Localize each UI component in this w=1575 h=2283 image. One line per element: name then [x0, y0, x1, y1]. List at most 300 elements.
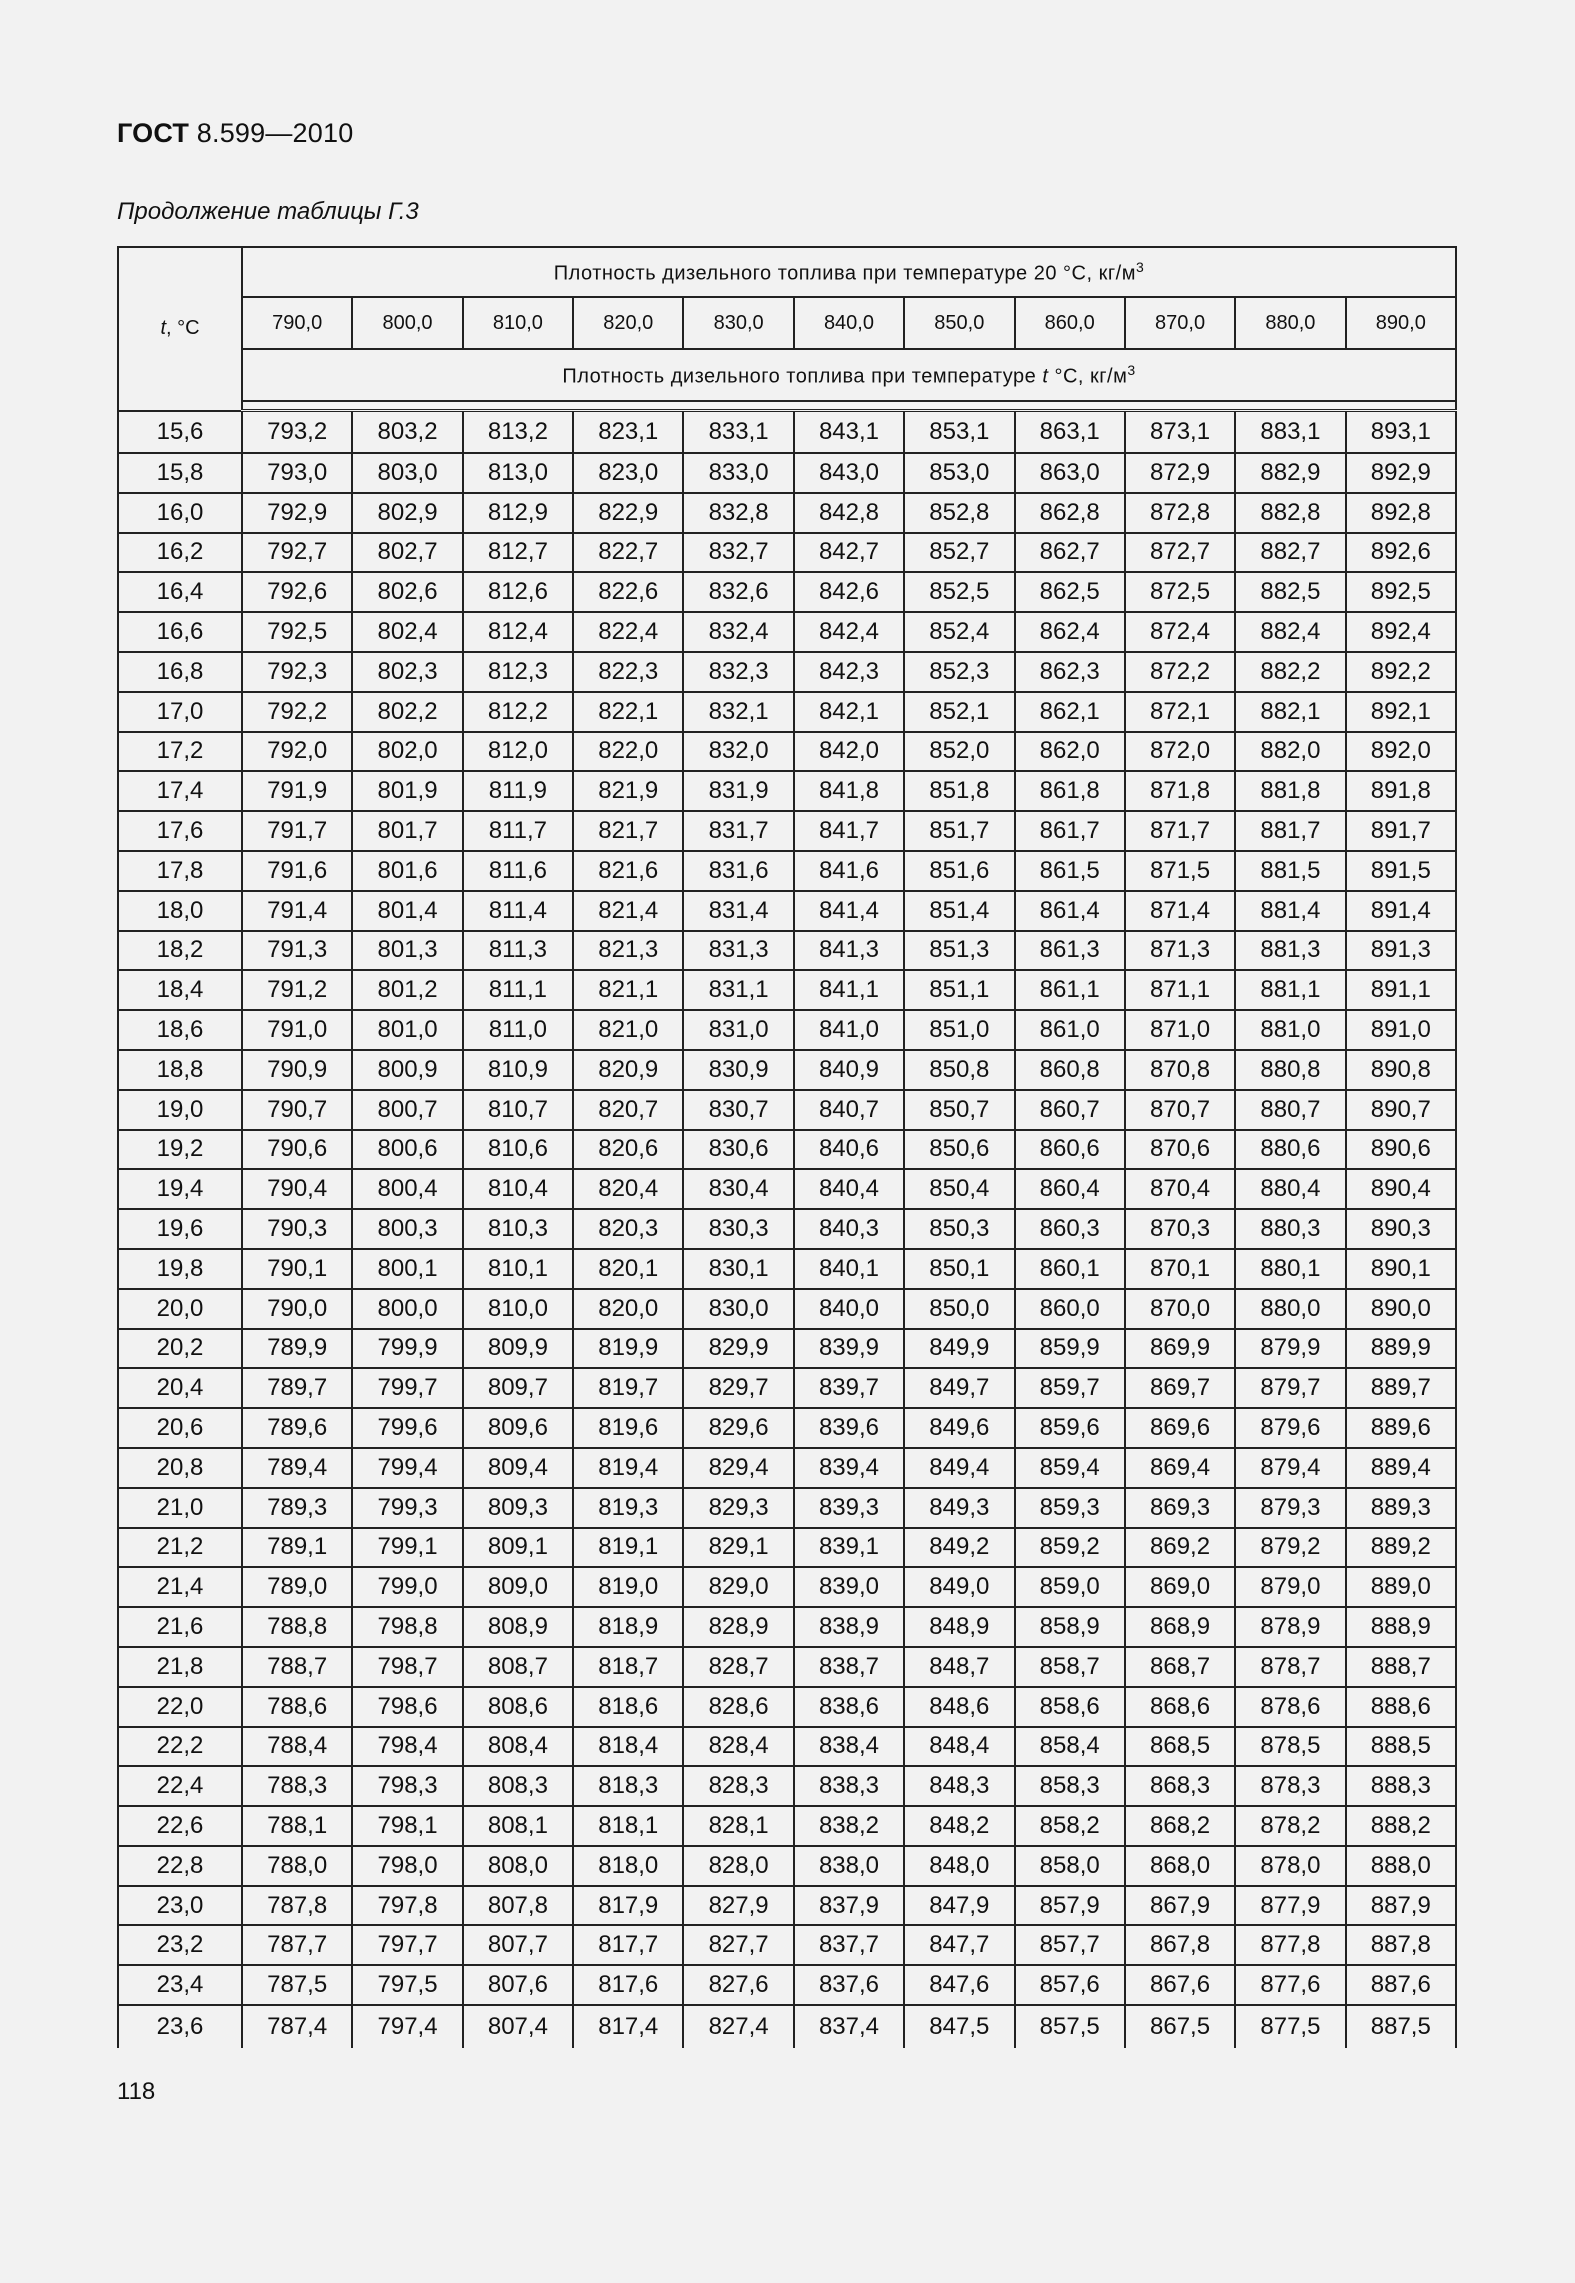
density-cell: 870,0 [1125, 1289, 1235, 1329]
table-row [118, 1050, 1456, 1090]
density-cell: 851,1 [904, 970, 1014, 1010]
standard-number: 8.599—2010 [196, 118, 354, 148]
density-cell: 812,9 [463, 493, 573, 533]
temperature-cell: 22,8 [118, 1846, 242, 1886]
density-cell: 790,3 [242, 1209, 352, 1249]
density-cell: 787,5 [242, 1965, 352, 2005]
density-cell: 789,7 [242, 1368, 352, 1408]
density-cell: 892,8 [1346, 493, 1456, 533]
density-cell: 799,0 [352, 1567, 462, 1607]
density-cell: 822,4 [573, 612, 683, 652]
density-cell: 830,4 [683, 1169, 793, 1209]
density-cell: 871,3 [1125, 931, 1235, 971]
density-cell: 879,7 [1235, 1368, 1345, 1408]
density-cell: 860,3 [1015, 1209, 1125, 1249]
document-header [117, 118, 353, 149]
density-cell: 792,6 [242, 572, 352, 612]
density-cell: 859,7 [1015, 1368, 1125, 1408]
density-cell: 793,0 [242, 453, 352, 493]
density-cell: 817,9 [573, 1886, 683, 1926]
density-cell: 819,1 [573, 1528, 683, 1568]
temperature-cell: 20,0 [118, 1289, 242, 1329]
density-cell: 868,0 [1125, 1846, 1235, 1886]
density-cell: 802,2 [352, 692, 462, 732]
density-cell: 882,0 [1235, 732, 1345, 772]
density-cell: 798,7 [352, 1647, 462, 1687]
density-cell: 882,2 [1235, 652, 1345, 692]
temperature-cell: 23,4 [118, 1965, 242, 2005]
density-cell: 820,1 [573, 1249, 683, 1289]
density-cell: 819,9 [573, 1329, 683, 1369]
density-cell: 830,9 [683, 1050, 793, 1090]
density-cell: 818,1 [573, 1806, 683, 1846]
temperature-cell: 18,0 [118, 891, 242, 931]
temperature-cell: 21,2 [118, 1528, 242, 1568]
density-cell: 890,6 [1346, 1130, 1456, 1170]
density-cell: 887,9 [1346, 1886, 1456, 1926]
density-cell: 878,2 [1235, 1806, 1345, 1846]
density-cell: 868,9 [1125, 1607, 1235, 1647]
temperature-cell: 22,4 [118, 1766, 242, 1806]
density-cell: 869,6 [1125, 1408, 1235, 1448]
density-cell: 811,7 [463, 811, 573, 851]
table-row [118, 612, 1456, 652]
density-cell: 822,9 [573, 493, 683, 533]
density-cell: 858,0 [1015, 1846, 1125, 1886]
density-table [117, 246, 1457, 2048]
density-cell: 877,6 [1235, 1965, 1345, 2005]
density-cell: 810,3 [463, 1209, 573, 1249]
density-cell: 800,7 [352, 1090, 462, 1130]
density-cell: 890,8 [1346, 1050, 1456, 1090]
temperature-cell: 19,4 [118, 1169, 242, 1209]
density-cell: 819,6 [573, 1408, 683, 1448]
density-cell: 821,1 [573, 970, 683, 1010]
table-row [118, 1448, 1456, 1488]
density-cell: 847,9 [904, 1886, 1014, 1926]
density-cell: 817,4 [573, 2005, 683, 2048]
density-cell: 837,6 [794, 1965, 904, 2005]
density-cell: 892,6 [1346, 533, 1456, 573]
density-cell: 809,4 [463, 1448, 573, 1488]
density-cell: 818,3 [573, 1766, 683, 1806]
density-cell: 850,4 [904, 1169, 1014, 1209]
density-cell: 882,4 [1235, 612, 1345, 652]
table-row [118, 1528, 1456, 1568]
temperature-cell: 16,6 [118, 612, 242, 652]
density-cell: 861,3 [1015, 931, 1125, 971]
density-cell: 791,2 [242, 970, 352, 1010]
density-cell: 890,0 [1346, 1289, 1456, 1329]
table-row [118, 1090, 1456, 1130]
density-cell: 831,3 [683, 931, 793, 971]
density-cell: 827,7 [683, 1925, 793, 1965]
density-column-header: 800,0 [352, 297, 462, 349]
density-cell: 799,3 [352, 1488, 462, 1528]
density-cell: 831,1 [683, 970, 793, 1010]
density-cell: 807,4 [463, 2005, 573, 2048]
density-cell: 860,8 [1015, 1050, 1125, 1090]
density-cell: 811,9 [463, 771, 573, 811]
density-cell: 809,6 [463, 1408, 573, 1448]
density-cell: 890,1 [1346, 1249, 1456, 1289]
table-row [118, 732, 1456, 772]
density-cell: 829,6 [683, 1408, 793, 1448]
density-cell: 852,4 [904, 612, 1014, 652]
density-cell: 811,3 [463, 931, 573, 971]
density-cell: 800,6 [352, 1130, 462, 1170]
density-cell: 812,0 [463, 732, 573, 772]
density-cell: 861,1 [1015, 970, 1125, 1010]
density-cell: 848,2 [904, 1806, 1014, 1846]
temperature-cell: 18,4 [118, 970, 242, 1010]
density-cell: 828,9 [683, 1607, 793, 1647]
density-cell: 872,1 [1125, 692, 1235, 732]
density-cell: 820,7 [573, 1090, 683, 1130]
density-cell: 861,7 [1015, 811, 1125, 851]
table-row [118, 1687, 1456, 1727]
density-cell: 822,0 [573, 732, 683, 772]
density-cell: 840,3 [794, 1209, 904, 1249]
temperature-cell: 18,8 [118, 1050, 242, 1090]
density-cell: 811,0 [463, 1010, 573, 1050]
density-cell: 849,2 [904, 1528, 1014, 1568]
density-cell: 850,6 [904, 1130, 1014, 1170]
density-column-header: 890,0 [1346, 297, 1456, 349]
density-cell: 821,4 [573, 891, 683, 931]
density-cell: 859,3 [1015, 1488, 1125, 1528]
density-cell: 870,7 [1125, 1090, 1235, 1130]
density-cell: 891,0 [1346, 1010, 1456, 1050]
density-cell: 868,5 [1125, 1727, 1235, 1767]
density-cell: 829,4 [683, 1448, 793, 1488]
density-cell: 837,7 [794, 1925, 904, 1965]
density-cell: 831,4 [683, 891, 793, 931]
table-row [118, 1846, 1456, 1886]
temperature-cell: 16,0 [118, 493, 242, 533]
density-cell: 822,1 [573, 692, 683, 732]
density-cell: 857,9 [1015, 1886, 1125, 1926]
density-cell: 832,3 [683, 652, 793, 692]
temperature-cell: 16,4 [118, 572, 242, 612]
density-cell: 860,0 [1015, 1289, 1125, 1329]
density-cell: 800,9 [352, 1050, 462, 1090]
density-cell: 851,3 [904, 931, 1014, 971]
density-cell: 800,1 [352, 1249, 462, 1289]
temperature-cell: 21,8 [118, 1647, 242, 1687]
density-cell: 889,4 [1346, 1448, 1456, 1488]
density-cell: 860,6 [1015, 1130, 1125, 1170]
density-cell: 889,9 [1346, 1329, 1456, 1369]
density-cell: 831,0 [683, 1010, 793, 1050]
density-cell: 888,3 [1346, 1766, 1456, 1806]
temperature-cell: 15,6 [118, 411, 242, 454]
density-cell: 892,1 [1346, 692, 1456, 732]
density-cell: 830,0 [683, 1289, 793, 1329]
density-cell: 792,9 [242, 493, 352, 533]
density-cell: 878,9 [1235, 1607, 1345, 1647]
density-cell: 791,4 [242, 891, 352, 931]
density-cell: 829,1 [683, 1528, 793, 1568]
density-cell: 799,9 [352, 1329, 462, 1369]
density-cell: 850,7 [904, 1090, 1014, 1130]
density-cell: 873,1 [1125, 411, 1235, 454]
density-cell: 837,4 [794, 2005, 904, 2048]
density-cell: 832,4 [683, 612, 793, 652]
density-cell: 831,6 [683, 851, 793, 891]
temperature-cell: 23,6 [118, 2005, 242, 2048]
density-column-header: 850,0 [904, 297, 1014, 349]
density-cell: 848,6 [904, 1687, 1014, 1727]
density-cell: 839,0 [794, 1567, 904, 1607]
table-row [118, 533, 1456, 573]
density-cell: 848,0 [904, 1846, 1014, 1886]
table-row [118, 2005, 1456, 2048]
density-cell: 890,3 [1346, 1209, 1456, 1249]
density-cell: 828,4 [683, 1727, 793, 1767]
density-cell: 791,0 [242, 1010, 352, 1050]
density-cell: 892,2 [1346, 652, 1456, 692]
density-cell: 852,8 [904, 493, 1014, 533]
header-gap [242, 401, 1456, 411]
table-row [118, 771, 1456, 811]
density-cell: 872,8 [1125, 493, 1235, 533]
density-cell: 841,8 [794, 771, 904, 811]
density-cell: 808,0 [463, 1846, 573, 1886]
density-cell: 851,7 [904, 811, 1014, 851]
temperature-cell: 19,0 [118, 1090, 242, 1130]
density-cell: 879,2 [1235, 1528, 1345, 1568]
density-cell: 812,4 [463, 612, 573, 652]
density-cell: 880,1 [1235, 1249, 1345, 1289]
density-cell: 870,8 [1125, 1050, 1235, 1090]
density-cell: 809,7 [463, 1368, 573, 1408]
density-cell: 879,3 [1235, 1488, 1345, 1528]
density-cell: 849,9 [904, 1329, 1014, 1369]
density-cell: 847,5 [904, 2005, 1014, 2048]
density-cell: 861,5 [1015, 851, 1125, 891]
density-cell: 813,2 [463, 411, 573, 454]
temperature-cell: 23,0 [118, 1886, 242, 1926]
density-cell: 851,6 [904, 851, 1014, 891]
density-cell: 879,4 [1235, 1448, 1345, 1488]
density-cell: 863,0 [1015, 453, 1125, 493]
density-cell: 799,7 [352, 1368, 462, 1408]
density-cell: 811,6 [463, 851, 573, 891]
density-cell: 828,7 [683, 1647, 793, 1687]
table-caption: Продолжение таблицы Г.3 [117, 198, 419, 225]
density-cell: 819,4 [573, 1448, 683, 1488]
table-row [118, 1965, 1456, 2005]
density-cell: 822,3 [573, 652, 683, 692]
table-row [118, 411, 1456, 454]
density-cell: 840,7 [794, 1090, 904, 1130]
density-cell: 807,6 [463, 1965, 573, 2005]
density-cell: 882,1 [1235, 692, 1345, 732]
density-cell: 809,0 [463, 1567, 573, 1607]
density-cell: 889,0 [1346, 1567, 1456, 1607]
density-cell: 851,0 [904, 1010, 1014, 1050]
density-cell: 792,2 [242, 692, 352, 732]
density-cell: 849,6 [904, 1408, 1014, 1448]
density-cell: 839,6 [794, 1408, 904, 1448]
density-cell: 838,7 [794, 1647, 904, 1687]
density-cell: 861,0 [1015, 1010, 1125, 1050]
density-cell: 800,0 [352, 1289, 462, 1329]
density-cell: 827,4 [683, 2005, 793, 2048]
density-cell: 797,7 [352, 1925, 462, 1965]
density-cell: 801,3 [352, 931, 462, 971]
density-cell: 871,5 [1125, 851, 1235, 891]
density-cell: 832,6 [683, 572, 793, 612]
temperature-cell: 16,8 [118, 652, 242, 692]
density-cell: 852,3 [904, 652, 1014, 692]
density-cell: 850,8 [904, 1050, 1014, 1090]
density-cell: 831,9 [683, 771, 793, 811]
density-cell: 889,7 [1346, 1368, 1456, 1408]
temperature-cell: 22,6 [118, 1806, 242, 1846]
density-cell: 792,3 [242, 652, 352, 692]
density-cell: 791,9 [242, 771, 352, 811]
density-cell: 802,6 [352, 572, 462, 612]
density-cell: 792,5 [242, 612, 352, 652]
density-cell: 789,9 [242, 1329, 352, 1369]
density-cell: 818,0 [573, 1846, 683, 1886]
density-cell: 887,5 [1346, 2005, 1456, 2048]
density-cell: 892,4 [1346, 612, 1456, 652]
density-cell: 832,7 [683, 533, 793, 573]
density-cell: 788,3 [242, 1766, 352, 1806]
table-row [118, 692, 1456, 732]
density-cell: 801,7 [352, 811, 462, 851]
density-cell: 857,7 [1015, 1925, 1125, 1965]
density-cell: 812,3 [463, 652, 573, 692]
temperature-cell: 20,4 [118, 1368, 242, 1408]
table-row [118, 1647, 1456, 1687]
table-row [118, 811, 1456, 851]
density-cell: 787,4 [242, 2005, 352, 2048]
density-cell: 798,1 [352, 1806, 462, 1846]
density-cell: 830,1 [683, 1249, 793, 1289]
density-cell: 829,3 [683, 1488, 793, 1528]
density-cell: 880,8 [1235, 1050, 1345, 1090]
density-cell: 880,4 [1235, 1169, 1345, 1209]
density-cell: 827,6 [683, 1965, 793, 2005]
density-cell: 842,4 [794, 612, 904, 652]
density-cell: 872,2 [1125, 652, 1235, 692]
density-cell: 797,4 [352, 2005, 462, 2048]
density-cell: 867,8 [1125, 1925, 1235, 1965]
density-cell: 812,7 [463, 533, 573, 573]
density-cell: 802,3 [352, 652, 462, 692]
density-cell: 788,8 [242, 1607, 352, 1647]
density-cell: 838,6 [794, 1687, 904, 1727]
density-cell: 790,1 [242, 1249, 352, 1289]
density-cell: 891,4 [1346, 891, 1456, 931]
density-cell: 838,4 [794, 1727, 904, 1767]
density-cell: 878,7 [1235, 1647, 1345, 1687]
density-cell: 852,7 [904, 533, 1014, 573]
temperature-cell: 16,2 [118, 533, 242, 573]
density-cell: 892,5 [1346, 572, 1456, 612]
density-cell: 820,9 [573, 1050, 683, 1090]
density-cell: 828,1 [683, 1806, 793, 1846]
density-cell: 821,9 [573, 771, 683, 811]
density-cell: 838,0 [794, 1846, 904, 1886]
density-cell: 859,9 [1015, 1329, 1125, 1369]
density-cell: 849,3 [904, 1488, 1014, 1528]
density-values-header-row [118, 297, 1456, 349]
density-cell: 839,3 [794, 1488, 904, 1528]
density-cell: 882,5 [1235, 572, 1345, 612]
table-row [118, 1727, 1456, 1767]
density-cell: 812,2 [463, 692, 573, 732]
table-row [118, 1806, 1456, 1846]
density-cell: 858,7 [1015, 1647, 1125, 1687]
density-cell: 833,0 [683, 453, 793, 493]
density-cell: 790,9 [242, 1050, 352, 1090]
density-column-header: 880,0 [1235, 297, 1345, 349]
density-cell: 867,5 [1125, 2005, 1235, 2048]
density-cell: 891,8 [1346, 771, 1456, 811]
density-cell: 817,6 [573, 1965, 683, 2005]
density-cell: 842,1 [794, 692, 904, 732]
density-cell: 888,0 [1346, 1846, 1456, 1886]
density-cell: 860,4 [1015, 1169, 1125, 1209]
density-cell: 808,1 [463, 1806, 573, 1846]
density-cell: 888,9 [1346, 1607, 1456, 1647]
density-cell: 867,9 [1125, 1886, 1235, 1926]
density-cell: 810,4 [463, 1169, 573, 1209]
density-cell: 789,4 [242, 1448, 352, 1488]
density-cell: 820,3 [573, 1209, 683, 1249]
density-cell: 841,7 [794, 811, 904, 851]
density-cell: 802,0 [352, 732, 462, 772]
density-cell: 881,4 [1235, 891, 1345, 931]
density-cell: 788,4 [242, 1727, 352, 1767]
density-cell: 839,1 [794, 1528, 904, 1568]
density-cell: 872,0 [1125, 732, 1235, 772]
table-row [118, 453, 1456, 493]
table-row [118, 970, 1456, 1010]
density-cell: 882,7 [1235, 533, 1345, 573]
density-cell: 879,0 [1235, 1567, 1345, 1607]
density-cell: 833,1 [683, 411, 793, 454]
density-cell: 870,4 [1125, 1169, 1235, 1209]
density-cell: 840,9 [794, 1050, 904, 1090]
density-cell: 869,9 [1125, 1329, 1235, 1369]
density-cell: 880,3 [1235, 1209, 1345, 1249]
density-cell: 818,6 [573, 1687, 683, 1727]
density-cell: 892,9 [1346, 453, 1456, 493]
density-cell: 858,9 [1015, 1607, 1125, 1647]
density-cell: 871,7 [1125, 811, 1235, 851]
temperature-cell: 19,8 [118, 1249, 242, 1289]
density-cell: 809,9 [463, 1329, 573, 1369]
density-cell: 849,7 [904, 1368, 1014, 1408]
density-cell: 882,8 [1235, 493, 1345, 533]
temperature-cell: 17,2 [118, 732, 242, 772]
density-cell: 811,4 [463, 891, 573, 931]
density-cell: 820,0 [573, 1289, 683, 1329]
density-cell: 869,2 [1125, 1528, 1235, 1568]
density-cell: 800,3 [352, 1209, 462, 1249]
density-cell: 891,5 [1346, 851, 1456, 891]
density-cell: 830,7 [683, 1090, 793, 1130]
density-cell: 843,0 [794, 453, 904, 493]
density-cell: 819,0 [573, 1567, 683, 1607]
temperature-cell: 21,0 [118, 1488, 242, 1528]
